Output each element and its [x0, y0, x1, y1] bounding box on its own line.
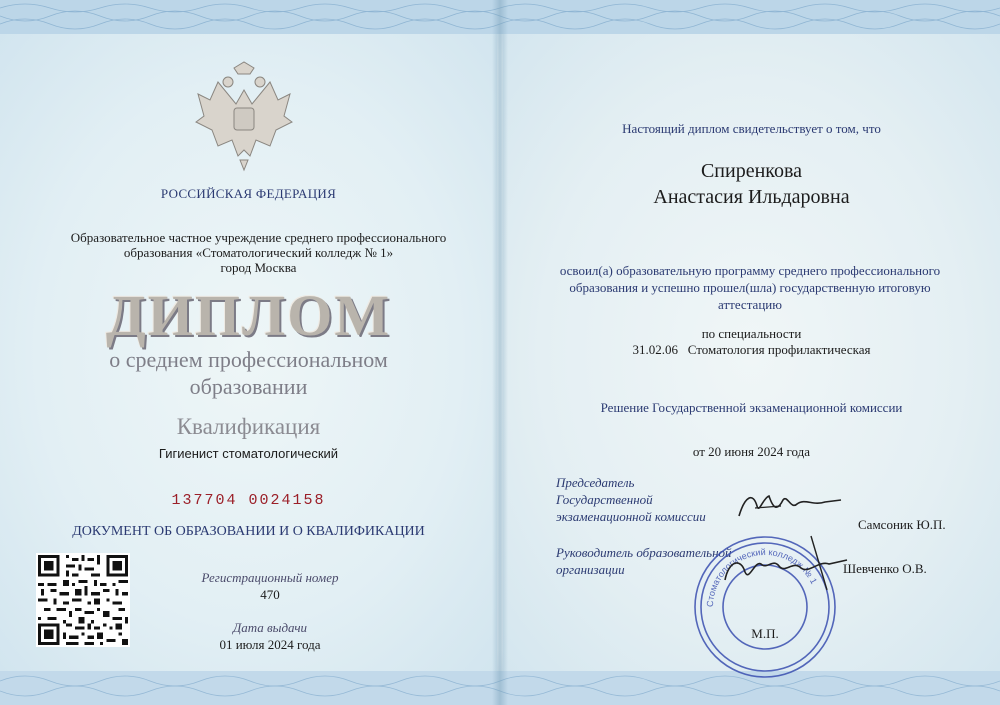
program-statement: [520, 262, 980, 313]
issue-date: 01 июля 2024 года: [219, 637, 321, 652]
program-line-1: освоил(а) образовательную программу среднего профессионального: [559, 263, 941, 278]
certifies-text: Настоящий диплом свидетельствует о том, что: [622, 121, 881, 136]
document-type: ДОКУМЕНТ ОБ ОБРАЗОВАНИИ И О КВАЛИФИКАЦИИ: [72, 524, 425, 539]
head-name: Шевченко О.В.: [843, 561, 927, 576]
graduate-surname: Спиренкова: [700, 160, 803, 182]
registration-number: 470: [260, 587, 280, 602]
registration-label: Регистрационный номер: [201, 570, 339, 585]
country-name: РОССИЙСКАЯ ФЕДЕРАЦИЯ: [160, 186, 337, 201]
seal-text: Стоматологический колледж № 1: [704, 546, 820, 608]
institution-line-1: Образовательное частное учреждение среднего профессионального: [70, 230, 447, 245]
head-label-line-2: организации: [556, 562, 625, 577]
chair-label-line-1: Председатель: [556, 475, 635, 490]
specialty-label: по специальности: [701, 326, 802, 341]
stamp-mark: М.П.: [751, 626, 779, 641]
institution-line-3: город Москва: [220, 260, 297, 275]
institution-name: [20, 230, 497, 275]
program-line-3: аттестацию: [718, 297, 782, 312]
qr-code: [36, 553, 130, 647]
eagle-emblem-icon: [188, 60, 300, 172]
document-title: ДИПЛОМ: [105, 283, 392, 348]
head-label-line-1: Руководитель образовательной: [556, 545, 732, 560]
chair-label-line-2: Государственной: [556, 492, 653, 507]
decision-date: от 20 июня 2024 года: [692, 444, 811, 459]
subtitle-line-2: образовании: [189, 374, 308, 399]
graduate-given-names: Анастасия Ильдаровна: [653, 186, 850, 208]
head-signature: [715, 530, 855, 600]
chair-name: Самсоник Ю.П.: [858, 517, 946, 532]
chair-signature: [735, 486, 845, 526]
qualification-value: Гигиенист стоматологический: [158, 446, 339, 461]
commission-decision: Решение Государственной экзаменационной комиссии: [600, 400, 903, 415]
serial-number: 137704 0024158: [171, 492, 326, 509]
qualification-label: Квалификация: [176, 414, 321, 439]
subtitle-line-1: о среднем профессиональном: [109, 347, 388, 372]
chair-label: [556, 474, 736, 525]
institution-line-2: образования «Стоматологический колледж № 1»: [123, 245, 394, 260]
program-line-2: образования и успешно прошел(шла) государственную итоговую: [569, 280, 931, 295]
specialty-value: 31.02.06 Стоматология профилактическая: [632, 342, 871, 357]
chair-label-line-3: экзаменационной комиссии: [556, 509, 706, 524]
issue-date-label: Дата выдачи: [232, 620, 308, 635]
document-subtitle: [0, 346, 497, 400]
